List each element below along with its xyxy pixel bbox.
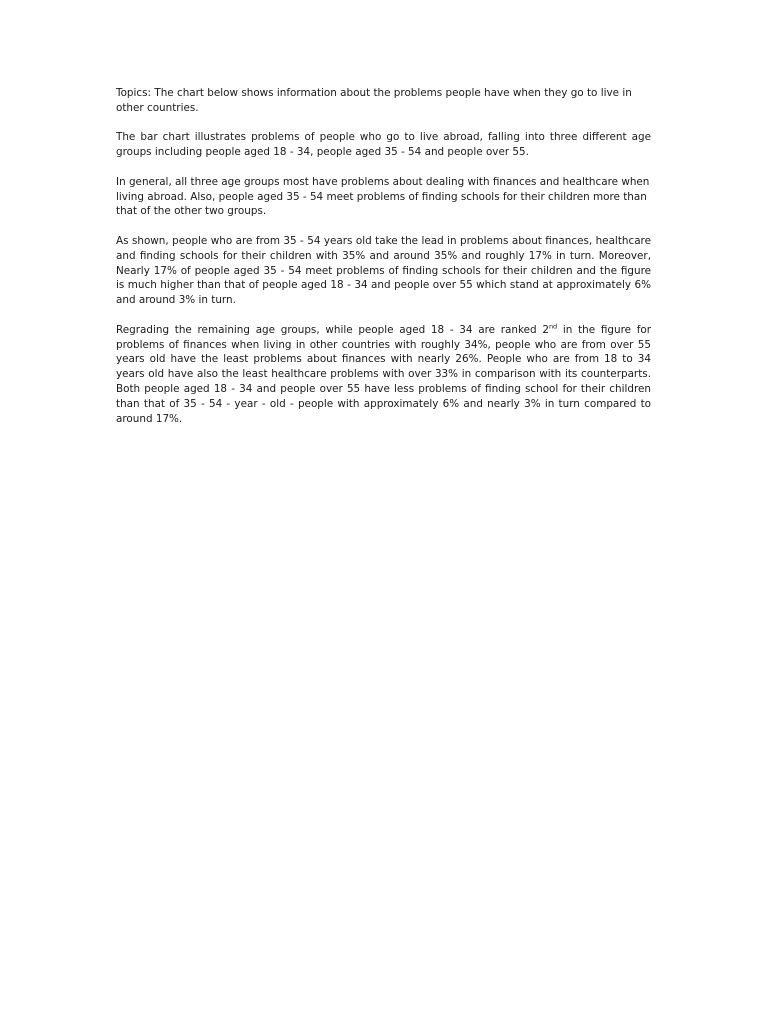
body-paragraph-2-rest: in the figure for problems of finances when living in other countries with roughly 34%, people who are from over 55 years old have the least problems about finances with nearly 26%. People who are from 18 to 34 years old have also the least healthcare problems with over 33% in comparison with its counterparts. Both people aged 18 - 34 and people over 55 have less problems of finding school for their children than that of 35 - 54 - year - old - people with approximately 6% and nearly 3% in turn compared to around 17%. xyxy=(116,323,652,425)
overview-paragraph: In general, all three age groups most have problems about dealing with finances and healthcare when living abroad. Also, people aged 35 - 54 meet problems of finding schools for their children more than that of the other two groups. xyxy=(116,175,650,218)
intro-paragraph: The bar chart illustrates problems of people who go to live abroad, falling into three different age groups including people aged 18 - 34, people aged 35 - 54 and people over 55. xyxy=(116,131,651,159)
topic-paragraph: Topics: The chart below shows information about the problems people have when they go to live in other countries. xyxy=(116,87,632,114)
ordinal-superscript: nd xyxy=(548,322,558,331)
body-paragraph-2-start: Regrading the remaining age groups, while people aged 18 - 34 are ranked 2 xyxy=(116,323,549,336)
body-paragraph-2 xyxy=(116,323,651,427)
document-page xyxy=(116,86,651,441)
body-paragraph-1: As shown, people who are from 35 - 54 years old take the lead in problems about finances, healthcare and finding schools for their children with 35% and around 35% and roughly 17% in turn. Moreover, Nearly 17% of people aged 35 - 54 meet problems of finding schools for their children and the figure is much higher than that of people aged 18 - 34 and people over 55 which stand at approximately 6% and around 3% in turn. xyxy=(116,234,651,307)
